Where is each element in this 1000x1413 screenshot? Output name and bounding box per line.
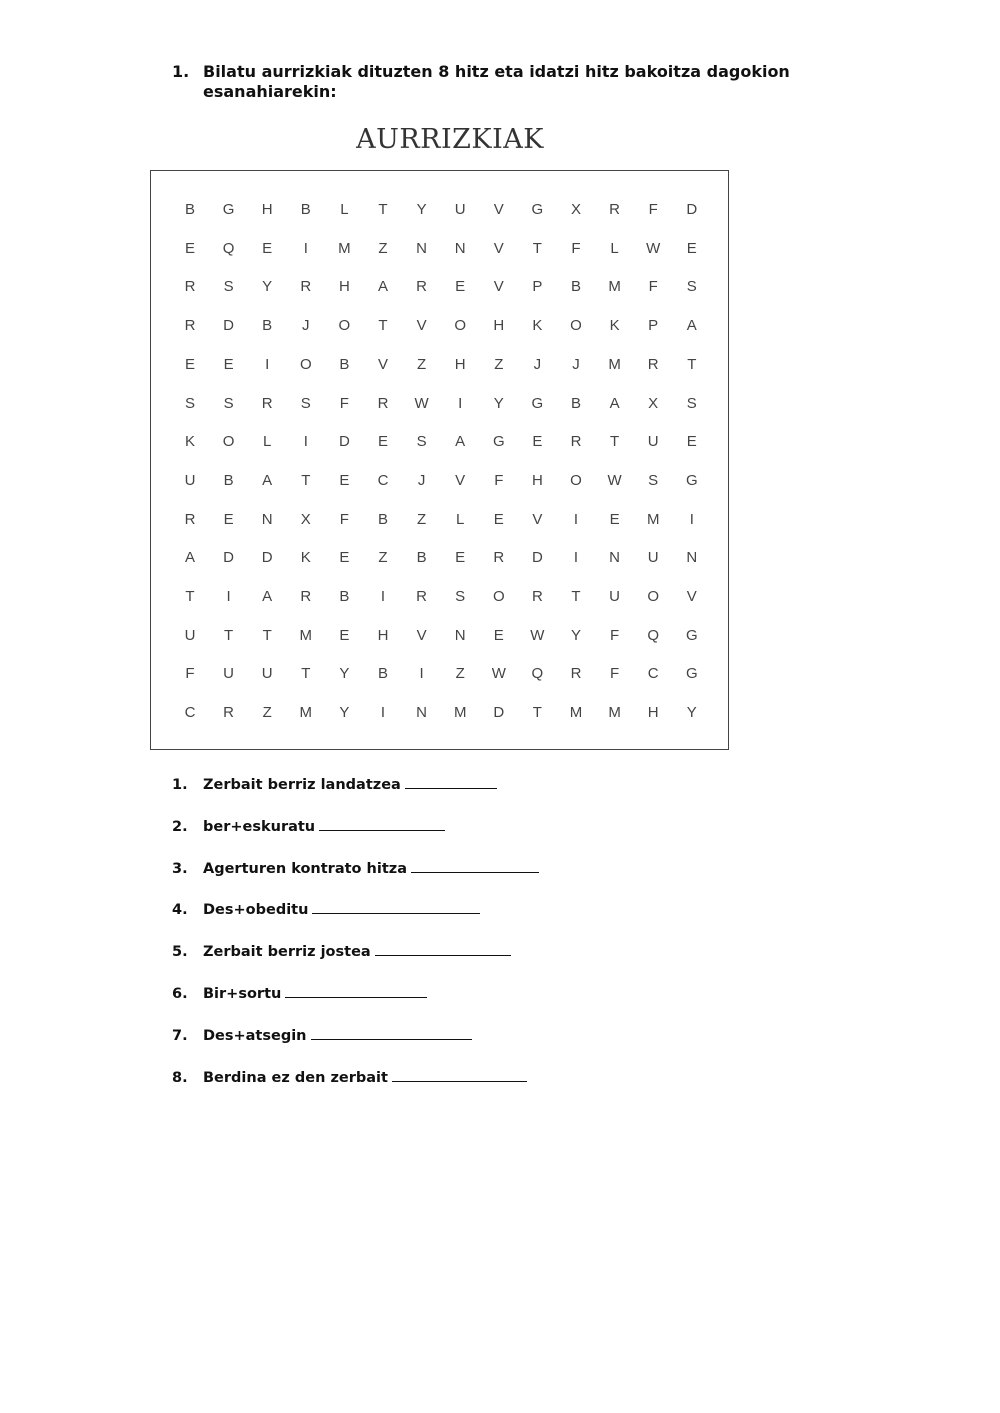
grid-letter[interactable]: D <box>686 201 698 218</box>
answer-blank[interactable] <box>312 899 480 914</box>
grid-letter[interactable]: A <box>184 549 195 567</box>
clue-text: Agerturen kontrato hitza <box>203 860 407 877</box>
grid-letter[interactable]: E <box>455 549 466 567</box>
grid-row <box>151 543 728 573</box>
grid-letter[interactable]: B <box>570 394 581 412</box>
clue-number: 6. <box>172 986 188 1002</box>
grid-letter[interactable]: D <box>531 549 543 567</box>
grid-letter[interactable]: U <box>223 665 235 683</box>
grid-letter[interactable]: B <box>300 201 311 218</box>
grid-letter[interactable]: R <box>300 278 312 296</box>
grid-row <box>151 389 728 419</box>
grid-letter[interactable]: N <box>686 549 698 567</box>
grid-letter[interactable]: O <box>492 588 505 605</box>
grid-letter[interactable]: R <box>261 394 273 412</box>
grid-letter[interactable]: E <box>377 433 388 451</box>
grid-letter[interactable]: M <box>608 278 621 296</box>
grid-row <box>151 698 728 728</box>
grid-letter[interactable]: T <box>185 588 195 605</box>
grid-letter[interactable]: G <box>685 626 698 644</box>
grid-letter[interactable]: T <box>378 201 388 218</box>
grid-letter[interactable]: K <box>184 433 195 451</box>
grid-letter[interactable]: U <box>184 626 196 644</box>
grid-letter[interactable]: G <box>685 665 698 683</box>
grid-letter[interactable]: S <box>223 394 234 412</box>
grid-letter[interactable]: Y <box>686 704 697 722</box>
grid-letter[interactable]: S <box>300 394 311 412</box>
answer-blank[interactable] <box>319 816 445 831</box>
grid-letter[interactable]: R <box>416 278 428 296</box>
grid-letter[interactable]: Y <box>493 394 504 412</box>
clue-number: 1. <box>172 777 188 793</box>
grid-letter[interactable]: Q <box>531 665 544 683</box>
grid-letter[interactable]: M <box>299 704 313 722</box>
clue-item <box>172 857 539 881</box>
grid-letter[interactable]: O <box>570 471 582 489</box>
clue-item <box>172 940 511 964</box>
grid-letter[interactable]: S <box>455 588 466 605</box>
grid-letter[interactable]: V <box>532 510 543 528</box>
clue-item <box>172 1066 527 1090</box>
grid-letter[interactable]: M <box>608 704 621 722</box>
grid-letter[interactable]: V <box>377 355 388 373</box>
grid-letter[interactable]: D <box>493 704 505 722</box>
grid-letter[interactable]: E <box>223 355 234 373</box>
grid-letter[interactable]: Z <box>417 510 427 528</box>
clue-text: Des+atsegin <box>203 1027 307 1044</box>
grid-letter[interactable]: E <box>339 626 350 644</box>
grid-letter[interactable]: V <box>493 201 504 218</box>
grid-letter[interactable]: N <box>416 239 428 257</box>
grid-letter[interactable]: O <box>222 433 235 451</box>
grid-letter[interactable]: D <box>261 549 273 567</box>
grid-letter[interactable]: M <box>453 704 467 722</box>
grid-letter[interactable]: H <box>338 278 350 296</box>
grid-letter[interactable]: I <box>573 549 579 567</box>
grid-letter[interactable]: Y <box>262 278 273 296</box>
clue-text: Des+obeditu <box>203 902 309 919</box>
grid-letter[interactable]: U <box>647 433 659 451</box>
grid-letter[interactable]: U <box>647 549 659 567</box>
grid-letter[interactable]: O <box>299 355 312 373</box>
grid-row <box>151 427 728 457</box>
clue-number: 8. <box>172 1069 188 1086</box>
grid-letter[interactable]: V <box>416 317 427 335</box>
grid-letter[interactable]: A <box>609 394 620 412</box>
grid-letter[interactable]: R <box>377 394 389 412</box>
grid-letter[interactable]: A <box>262 588 273 605</box>
grid-letter[interactable]: H <box>261 201 273 218</box>
grid-letter[interactable]: R <box>609 201 621 218</box>
answer-blank[interactable] <box>375 941 511 956</box>
clue-text: Zerbait berriz jostea <box>203 944 371 961</box>
instruction-number: 1. <box>172 62 190 81</box>
grid-letter[interactable]: R <box>531 588 543 605</box>
grid-letter[interactable]: Z <box>417 355 427 373</box>
grid-letter[interactable]: B <box>416 549 427 567</box>
grid-letter[interactable]: K <box>609 317 620 335</box>
puzzle-title: AURRIZKIAK <box>356 124 544 155</box>
grid-letter[interactable]: E <box>223 510 234 528</box>
grid-letter[interactable]: R <box>570 433 582 451</box>
grid-letter[interactable]: Z <box>262 704 272 722</box>
grid-letter[interactable]: I <box>380 588 386 605</box>
grid-letter[interactable]: H <box>647 704 659 722</box>
grid-letter[interactable]: S <box>686 394 697 412</box>
grid-letter[interactable]: F <box>494 471 504 489</box>
grid-letter[interactable]: I <box>689 510 694 528</box>
grid-letter[interactable]: T <box>301 665 311 683</box>
grid-letter[interactable]: N <box>261 510 273 528</box>
grid-letter[interactable]: W <box>530 626 545 644</box>
answer-blank[interactable] <box>311 1025 472 1040</box>
grid-letter[interactable]: U <box>454 201 466 218</box>
grid-letter[interactable]: S <box>223 278 234 296</box>
answer-blank[interactable] <box>392 1067 527 1082</box>
grid-row <box>151 311 728 341</box>
grid-letter[interactable]: R <box>416 588 428 605</box>
grid-letter[interactable]: S <box>686 278 697 296</box>
grid-letter[interactable]: L <box>340 201 349 218</box>
grid-letter[interactable]: I <box>380 704 386 722</box>
grid-letter[interactable]: R <box>223 704 235 722</box>
grid-letter[interactable]: B <box>184 201 195 218</box>
grid-row <box>151 234 728 264</box>
grid-letter[interactable]: E <box>184 355 195 373</box>
grid-letter[interactable]: F <box>610 626 620 644</box>
grid-letter[interactable]: K <box>300 549 311 567</box>
grid-letter[interactable]: P <box>532 278 543 296</box>
answer-blank[interactable] <box>285 983 427 998</box>
grid-letter[interactable]: B <box>339 588 350 605</box>
grid-letter[interactable]: V <box>493 239 504 257</box>
grid-letter[interactable]: F <box>610 665 620 683</box>
clue-item <box>172 773 497 797</box>
grid-letter[interactable]: O <box>570 317 582 335</box>
grid-letter[interactable]: N <box>416 704 428 722</box>
grid-letter[interactable]: F <box>185 665 195 683</box>
grid-letter[interactable]: V <box>455 471 466 489</box>
grid-letter[interactable]: H <box>454 355 466 373</box>
grid-letter[interactable]: H <box>377 626 389 644</box>
grid-letter[interactable]: L <box>610 239 619 257</box>
grid-letter[interactable]: N <box>609 549 621 567</box>
grid-row <box>151 350 728 380</box>
grid-letter[interactable]: R <box>570 665 582 683</box>
clue-number: 5. <box>172 944 188 961</box>
grid-letter[interactable]: Q <box>647 626 660 644</box>
grid-letter[interactable]: V <box>686 588 697 605</box>
grid-letter[interactable]: E <box>455 278 466 296</box>
grid-letter[interactable]: R <box>300 588 312 605</box>
grid-letter[interactable]: C <box>647 665 659 683</box>
grid-letter[interactable]: Y <box>570 626 581 644</box>
grid-letter[interactable]: J <box>302 317 310 335</box>
grid-letter[interactable]: E <box>339 549 350 567</box>
grid-letter[interactable]: N <box>454 239 466 257</box>
clue-item <box>172 898 480 922</box>
grid-letter[interactable]: T <box>224 626 234 644</box>
grid-letter[interactable]: K <box>532 317 543 335</box>
grid-letter[interactable]: G <box>531 201 544 218</box>
grid-letter[interactable]: O <box>647 588 660 605</box>
grid-letter[interactable]: M <box>569 704 583 722</box>
grid-letter[interactable]: D <box>223 317 235 335</box>
grid-letter[interactable]: H <box>531 471 543 489</box>
grid-letter[interactable]: X <box>570 201 581 218</box>
clue-item <box>172 1024 472 1048</box>
grid-letter[interactable]: Z <box>494 355 504 373</box>
clue-text: Berdina ez den zerbait <box>203 1069 388 1086</box>
grid-letter[interactable]: F <box>648 201 658 218</box>
grid-letter[interactable]: J <box>417 471 426 489</box>
grid-letter[interactable]: I <box>458 394 463 412</box>
grid-letter[interactable]: U <box>261 665 273 683</box>
grid-letter[interactable]: F <box>339 394 349 412</box>
grid-letter[interactable]: D <box>338 433 350 451</box>
grid-letter[interactable]: M <box>338 239 351 257</box>
word-search-grid <box>150 170 729 750</box>
grid-letter[interactable]: F <box>571 239 581 257</box>
grid-letter[interactable]: I <box>303 239 308 257</box>
grid-letter[interactable]: B <box>262 317 273 335</box>
grid-letter[interactable]: I <box>419 665 424 683</box>
clue-number: 7. <box>172 1027 188 1044</box>
grid-letter[interactable]: E <box>339 471 350 489</box>
grid-letter[interactable]: T <box>378 317 388 335</box>
clue-text: Bir+sortu <box>203 986 282 1002</box>
grid-letter[interactable]: I <box>226 588 231 605</box>
grid-letter[interactable]: U <box>609 588 621 605</box>
instruction-text: Bilatu aurrizkiak dituzten 8 hitz eta idatzi hitz bakoitza dagokion esanahiarekin: <box>203 62 790 101</box>
grid-letter[interactable]: G <box>531 394 544 412</box>
grid-letter[interactable]: C <box>377 471 389 489</box>
grid-letter[interactable]: B <box>339 355 350 373</box>
grid-letter[interactable]: O <box>338 317 351 335</box>
grid-letter[interactable]: G <box>222 201 235 218</box>
grid-letter[interactable]: S <box>184 394 195 412</box>
grid-row <box>151 505 728 535</box>
grid-letter[interactable]: T <box>532 704 542 722</box>
grid-letter[interactable]: J <box>572 355 580 373</box>
clue-number: 3. <box>172 860 188 877</box>
grid-letter[interactable]: F <box>339 510 349 528</box>
grid-row <box>151 466 728 496</box>
grid-letter[interactable]: X <box>300 510 311 528</box>
grid-letter[interactable]: W <box>607 471 622 489</box>
clue-text: ber+eskuratu <box>203 818 316 835</box>
grid-letter[interactable]: T <box>687 355 697 373</box>
grid-letter[interactable]: B <box>377 665 388 683</box>
clue-number: 2. <box>172 818 188 835</box>
grid-letter[interactable]: W <box>414 394 429 412</box>
grid-letter[interactable]: T <box>610 433 620 451</box>
clue-item <box>172 982 427 1006</box>
grid-letter[interactable]: T <box>532 239 542 257</box>
grid-letter[interactable]: B <box>570 278 581 296</box>
grid-letter[interactable]: Y <box>339 704 350 722</box>
grid-letter[interactable]: R <box>184 278 196 296</box>
grid-letter[interactable]: A <box>686 317 697 335</box>
grid-letter[interactable]: Y <box>339 665 350 683</box>
grid-letter[interactable]: O <box>454 317 467 335</box>
grid-row <box>151 582 728 612</box>
grid-letter[interactable]: U <box>184 471 196 489</box>
grid-letter[interactable]: M <box>608 355 621 373</box>
grid-row <box>151 272 728 302</box>
grid-letter[interactable]: Z <box>455 665 465 683</box>
grid-letter[interactable]: L <box>456 510 465 528</box>
grid-letter[interactable]: I <box>265 355 270 373</box>
grid-letter[interactable]: V <box>493 278 504 296</box>
grid-letter[interactable]: H <box>493 317 505 335</box>
grid-letter[interactable]: R <box>493 549 505 567</box>
grid-letter[interactable]: A <box>262 471 273 489</box>
grid-letter[interactable]: Z <box>378 549 388 567</box>
grid-letter[interactable]: T <box>301 471 311 489</box>
grid-letter[interactable]: Z <box>378 239 388 257</box>
grid-letter[interactable]: R <box>647 355 659 373</box>
grid-letter[interactable]: X <box>648 394 659 412</box>
grid-letter[interactable]: C <box>184 704 196 722</box>
grid-letter[interactable]: V <box>416 626 427 644</box>
grid-row <box>151 621 728 651</box>
grid-letter[interactable]: P <box>648 317 659 335</box>
grid-letter[interactable]: M <box>646 510 660 528</box>
grid-letter[interactable]: R <box>184 510 196 528</box>
grid-letter[interactable]: M <box>299 626 313 644</box>
grid-letter[interactable]: F <box>648 278 658 296</box>
grid-row <box>151 659 728 689</box>
grid-letter[interactable]: E <box>532 433 543 451</box>
grid-letter[interactable]: Y <box>416 201 427 218</box>
grid-letter[interactable]: S <box>648 471 659 489</box>
clue-item <box>172 815 445 839</box>
grid-letter[interactable]: G <box>492 433 505 451</box>
grid-letter[interactable]: A <box>377 278 388 296</box>
grid-letter[interactable]: J <box>533 355 542 373</box>
grid-letter[interactable]: E <box>493 626 504 644</box>
grid-letter[interactable]: W <box>491 665 506 683</box>
grid-letter[interactable]: W <box>646 239 661 257</box>
grid-letter[interactable]: Q <box>222 239 235 257</box>
grid-letter[interactable]: E <box>609 510 620 528</box>
grid-letter[interactable]: T <box>262 626 272 644</box>
answer-blank[interactable] <box>411 858 539 873</box>
grid-letter[interactable]: E <box>686 433 697 451</box>
grid-letter[interactable]: G <box>685 471 698 489</box>
grid-letter[interactable]: R <box>184 317 196 335</box>
grid-letter[interactable]: L <box>263 433 272 451</box>
grid-letter[interactable]: D <box>223 549 235 567</box>
grid-letter[interactable]: E <box>262 239 273 257</box>
grid-letter[interactable]: T <box>571 588 581 605</box>
clue-text: Zerbait berriz landatzea <box>203 777 401 793</box>
grid-letter[interactable]: I <box>303 433 308 451</box>
grid-letter[interactable]: A <box>455 433 466 451</box>
answer-blank[interactable] <box>405 774 497 789</box>
clue-number: 4. <box>172 902 188 919</box>
grid-letter[interactable]: B <box>223 471 234 489</box>
grid-letter[interactable]: B <box>377 510 388 528</box>
grid-row <box>151 195 728 225</box>
instruction <box>172 62 812 102</box>
grid-letter[interactable]: E <box>686 239 697 257</box>
grid-letter[interactable]: I <box>573 510 579 528</box>
grid-letter[interactable]: N <box>454 626 466 644</box>
grid-letter[interactable]: E <box>184 239 195 257</box>
grid-letter[interactable]: S <box>416 433 427 451</box>
grid-letter[interactable]: E <box>493 510 504 528</box>
